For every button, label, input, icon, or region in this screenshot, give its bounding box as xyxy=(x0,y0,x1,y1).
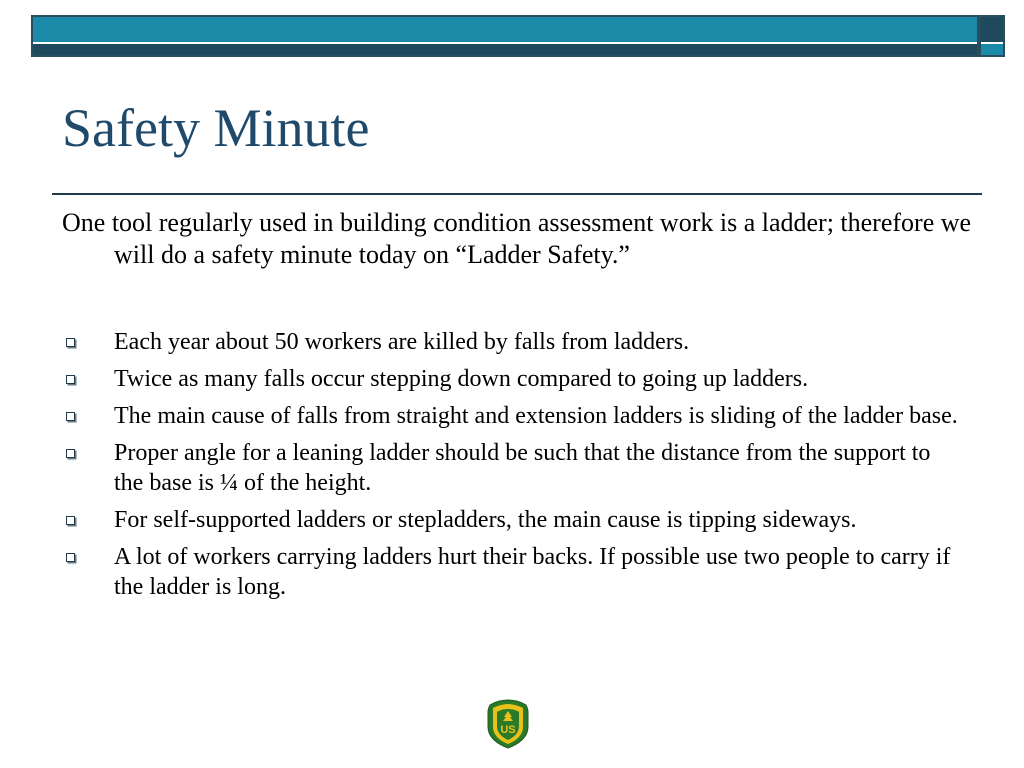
header-corner-top xyxy=(981,17,1003,42)
header-corner-divider xyxy=(981,42,1003,44)
title-divider xyxy=(52,193,982,195)
list-item xyxy=(62,364,962,394)
list-item xyxy=(62,401,962,431)
intro-paragraph: One tool regularly used in building condition assessment work is a ladder; therefore we will do a safety minute today on “Ladder Safety.” xyxy=(62,208,972,269)
bullet-text: The main cause of falls from straight and extension ladders is sliding of the ladder base. xyxy=(114,403,958,429)
bullet-text: Twice as many falls occur stepping down compared to going up ladders. xyxy=(114,366,809,392)
header-decoration-bar xyxy=(31,15,979,57)
bullet-box-icon xyxy=(66,553,75,562)
header-corner-box xyxy=(979,15,1005,57)
bullet-text: For self-supported ladders or stepladders, the main cause is tipping sideways. xyxy=(114,507,857,533)
bullet-box-icon xyxy=(66,516,75,525)
bullet-box-icon xyxy=(66,375,75,384)
bullet-box-icon xyxy=(66,338,75,347)
list-item xyxy=(62,505,962,535)
bullet-text: Proper angle for a leaning ladder should be such that the distance from the support to the base is ¼ of the height. xyxy=(114,440,931,496)
bullet-box-icon xyxy=(66,412,75,421)
header-stripe-divider xyxy=(33,42,977,44)
bullet-list xyxy=(62,327,962,609)
list-item xyxy=(62,542,962,602)
forest-service-shield-icon xyxy=(485,699,531,749)
bullet-box-icon xyxy=(66,449,75,458)
logo-letters: US xyxy=(500,724,516,736)
bullet-text: A lot of workers carrying ladders hurt their backs. If possible use two people to carry if the ladder is long. xyxy=(114,544,951,600)
slide-title: Safety Minute xyxy=(62,98,370,158)
list-item xyxy=(62,438,962,498)
bullet-text: Each year about 50 workers are killed by falls from ladders. xyxy=(114,329,690,355)
list-item xyxy=(62,327,962,357)
header-stripe-teal xyxy=(33,17,977,42)
